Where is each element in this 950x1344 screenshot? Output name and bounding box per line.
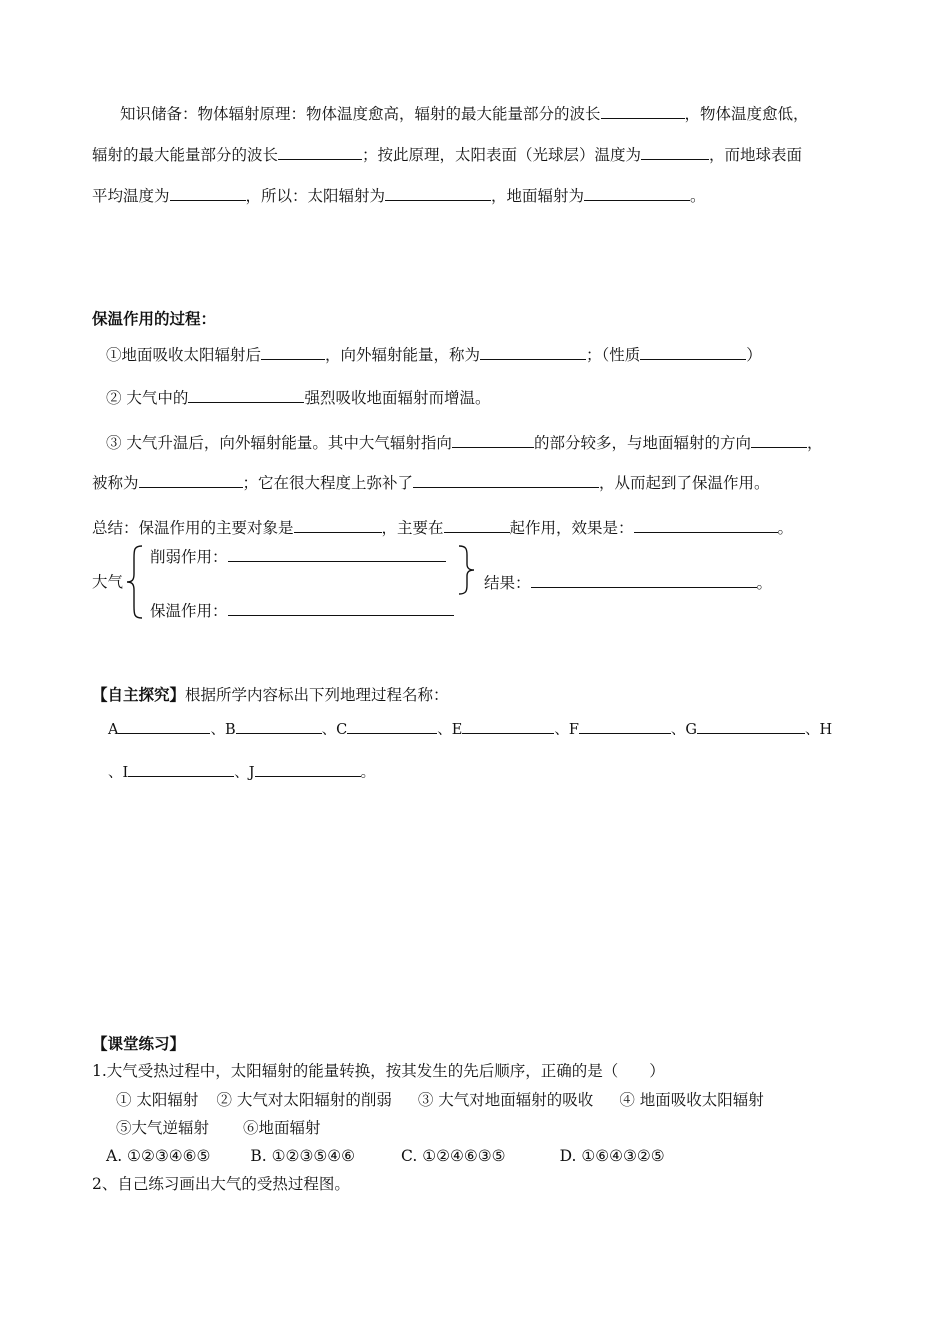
answer-blank[interactable]	[452, 431, 534, 448]
process-text: 强烈吸收地面辐射而增温。	[304, 389, 491, 407]
process-text: 的部分较多，与地面辐射的方向	[533, 434, 751, 452]
process-text: ③ 大气升温后，向外辐射能量。其中大气辐射指向	[106, 434, 452, 452]
answer-blank[interactable]	[385, 184, 491, 201]
label-letter: 、F	[554, 722, 579, 738]
summary-text: 。	[777, 519, 794, 537]
process-title: 保温作用的过程：	[92, 309, 217, 328]
choices-row	[106, 1145, 665, 1167]
practice-title: 【课堂练习】	[92, 1034, 186, 1053]
summary-line	[92, 516, 793, 539]
explore-labels-row-1	[108, 717, 832, 741]
keep-label: 保温作用：	[150, 602, 228, 620]
weaken-row	[150, 545, 446, 568]
process-text: ，从而起到了保温作用。	[599, 474, 770, 492]
knowledge-text: ，物体温度愈低，	[684, 105, 809, 123]
label-letter: 、E	[437, 722, 463, 738]
knowledge-line-2	[92, 143, 802, 166]
explore-labels-row-2	[108, 760, 375, 784]
atmosphere-label: 大气	[92, 573, 124, 591]
result-end: 。	[756, 574, 773, 592]
explore-head: 【自主探究】	[92, 685, 186, 704]
left-brace-icon	[124, 544, 146, 620]
process-text: ）	[746, 346, 762, 364]
knowledge-text: 平均温度为	[92, 187, 170, 205]
process-step-2	[106, 386, 490, 409]
right-brace-icon	[456, 544, 478, 596]
answer-blank[interactable]	[261, 343, 325, 360]
answer-blank[interactable]	[480, 343, 586, 360]
knowledge-text: 知识储备：物体辐射原理：物体温度愈高，辐射的最大能量部分的波长	[120, 105, 601, 123]
knowledge-text: 。	[690, 187, 706, 205]
label-letter: 、B	[210, 722, 236, 738]
summary-text: ，主要在	[381, 519, 444, 537]
answer-blank[interactable]	[697, 717, 805, 734]
explore-text: 根据所学内容标出下列地理过程名称：	[185, 686, 449, 704]
summary-text: 起作用，效果是：	[509, 519, 634, 537]
options-row-2	[116, 1117, 321, 1139]
summary-text: 总结：保温作用的主要对象是	[92, 519, 294, 537]
label-end: 。	[360, 765, 376, 781]
explore-line	[92, 684, 449, 706]
process-text: ，向外辐射能量，称为	[325, 346, 481, 364]
option-text: ④ 地面吸收太阳辐射	[619, 1091, 764, 1109]
answer-blank[interactable]	[634, 516, 778, 533]
label-letter: A	[108, 722, 119, 738]
knowledge-text: ，地面辐射为	[491, 187, 585, 205]
label-letter: 、H	[805, 722, 833, 738]
process-text: ；它在很大程度上弥补了	[242, 474, 414, 492]
label-letter: 、I	[108, 765, 129, 781]
question-2: 2、自己练习画出大气的受热过程图。	[92, 1175, 350, 1193]
process-text: ，	[806, 434, 823, 452]
question-1: 1.大气受热过程中，太阳辐射的能量转换，按其发生的先后顺序，正确的是（ ）	[92, 1062, 665, 1080]
process-text: ①地面吸收太阳辐射后	[106, 346, 262, 364]
knowledge-text: ，所以：太阳辐射为	[245, 187, 386, 205]
option-text: ⑥地面辐射	[243, 1119, 321, 1137]
option-text: ⑤大气逆辐射	[116, 1119, 210, 1137]
option-text: ① 太阳辐射	[116, 1091, 199, 1109]
process-step-1	[106, 343, 762, 366]
answer-blank[interactable]	[236, 717, 322, 734]
keep-row	[150, 599, 454, 622]
knowledge-text: ；按此原理，太阳表面（光球层）温度为	[362, 146, 642, 164]
label-letter: 、C	[321, 722, 348, 738]
answer-blank[interactable]	[413, 471, 599, 488]
answer-blank[interactable]	[128, 760, 234, 777]
choice-d[interactable]: D. ①⑥④③②⑤	[559, 1147, 665, 1165]
knowledge-text: 辐射的最大能量部分的波长	[92, 146, 279, 164]
answer-blank[interactable]	[347, 717, 437, 734]
answer-blank[interactable]	[228, 599, 454, 616]
answer-blank[interactable]	[584, 184, 690, 201]
answer-blank[interactable]	[601, 102, 685, 119]
answer-blank[interactable]	[579, 717, 671, 734]
label-letter: 、J	[234, 765, 255, 781]
answer-blank[interactable]	[531, 571, 757, 588]
knowledge-text: ，而地球表面	[709, 146, 803, 164]
answer-blank[interactable]	[640, 343, 746, 360]
option-text: ③ 大气对地面辐射的吸收	[417, 1091, 594, 1109]
choice-a[interactable]: A. ①②③④⑥⑤	[106, 1147, 211, 1165]
answer-blank[interactable]	[641, 143, 709, 160]
answer-blank[interactable]	[278, 143, 362, 160]
answer-blank[interactable]	[751, 431, 807, 448]
answer-blank[interactable]	[118, 717, 210, 734]
options-row-1	[116, 1089, 764, 1111]
answer-blank[interactable]	[139, 471, 243, 488]
process-text: ；（性质	[586, 346, 641, 364]
answer-blank[interactable]	[228, 545, 446, 562]
answer-blank[interactable]	[462, 717, 554, 734]
answer-blank[interactable]	[170, 184, 246, 201]
result-row	[484, 571, 772, 594]
process-step-3	[106, 431, 822, 454]
answer-blank[interactable]	[188, 386, 304, 403]
result-label: 结果：	[484, 574, 531, 592]
choice-b[interactable]: B. ①②③⑤④⑥	[250, 1147, 356, 1165]
answer-blank[interactable]	[294, 516, 382, 533]
weaken-label: 削弱作用：	[150, 548, 228, 566]
answer-blank[interactable]	[255, 760, 361, 777]
knowledge-line-1	[120, 102, 809, 125]
option-text: ② 大气对太阳辐射的削弱	[216, 1091, 392, 1109]
process-text: 被称为	[92, 474, 139, 492]
answer-blank[interactable]	[444, 516, 510, 533]
process-text: ② 大气中的	[106, 389, 189, 407]
label-letter: 、G	[670, 722, 697, 738]
choice-c[interactable]: C. ①②④⑥③⑤	[401, 1147, 506, 1165]
process-step-3-cont	[92, 471, 770, 494]
knowledge-line-3	[92, 184, 706, 207]
